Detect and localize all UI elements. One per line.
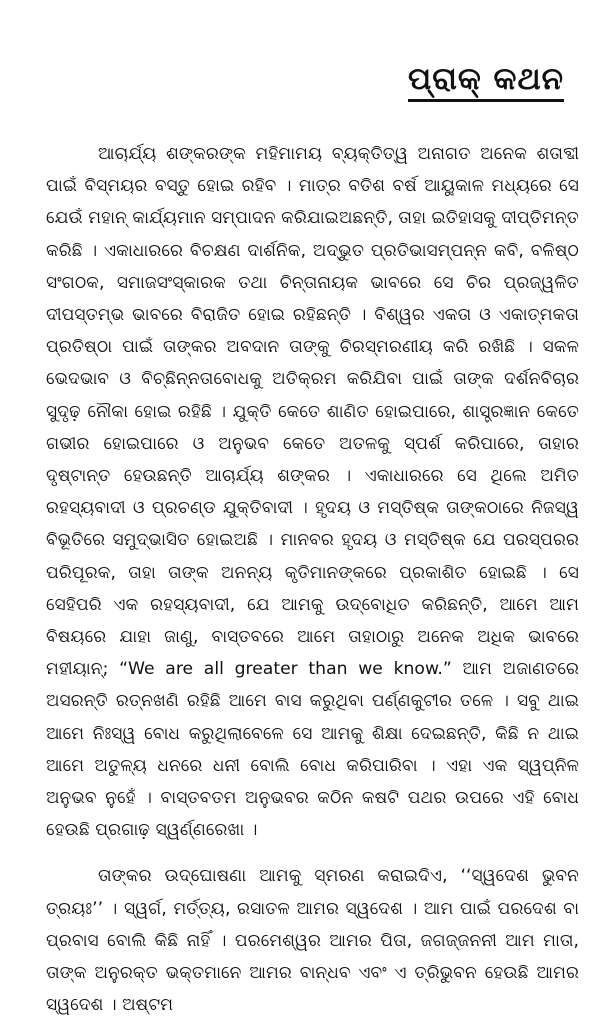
paragraph <box>46 860 579 1021</box>
body-text <box>46 138 579 1021</box>
paragraph-text: ଆଚାର୍ଯ୍ୟ ଶଙ୍କରଙ୍କ ମହିମାମୟ ବ୍ୟକ୍ତିତ୍ୱ ଅନାଗତ ଅନେକ ଶତାବ୍ଦୀ ପାଇଁ ବିସ୍ମୟର ବସ୍ତୁ ହୋଇ ରହିବ । ମାତ୍ର ବତିଶ ବର୍ଷ ଆୟୁକାଳ ମଧ୍ୟରେ ସେ ଯେଉଁ ମହାନ୍ କାର୍ଯ୍ୟମାନ ସମ୍ପାଦନ କରିଯାଇଅଛନ୍ତି, ତାହା ଇତିହାସକୁ ଦୀପ୍ତିମନ୍ତ କରିଛି । ଏକାଧାରରେ ବିଚକ୍ଷଣ ଦାର୍ଶନିକ, ଅଦ୍ଭୁତ ପ୍ରତିଭାସମ୍ପନ୍ନ କବି, ବଳିଷ୍ଠ ସଂଗଠକ, ସମାଜସଂସ୍କାରକ ତଥା ଚିନ୍ତାନାୟକ ଭାବରେ ସେ ଚିର ପ୍ରଜ୍ୱଳିତ ଦୀପସ୍ତମ୍ଭ ଭାବରେ ବିରାଜିତ ହୋଇ ରହିଛନ୍ତି । ବିଶ୍ୱର ଏକତା ଓ ଏକାତ୍ମକତା ପ୍ରତିଷ୍ଠା ପାଇଁ ତାଙ୍କର ଅବଦାନ ତାଙ୍କୁ ଚିରସ୍ମରଣୀୟ କରି ରଖିଛି । ସକଳ ଭେଦଭାବ ଓ ବିଚ୍ଛିନ୍ନତାବୋଧକୁ ଅତିକ୍ରମ କରିଯିବା ପାଇଁ ତାଙ୍କ ଦର୍ଶନବିଚାର ସୁଦୃଢ଼ ନୌକା ହୋଇ ରହିଛି । ଯୁକ୍ତି କେତେ ଶାଣିତ ହୋଇପାରେ, ଶାସ୍ତ୍ରଜ୍ଞାନ କେତେ ଗଭୀର ହୋଇପାରେ ଓ ଅନୁଭବ କେତେ ଅତଳକୁ ସ୍ପର୍ଶ କରିପାରେ, ତାହାର ଦୃଷ୍ଟାନ୍ତ ହେଉଛନ୍ତି ଆଚାର୍ଯ୍ୟ ଶଙ୍କର । ଏକାଧାରରେ ସେ ଥିଲେ ଅମିତ ରହସ୍ୟବାଦୀ ଓ ପ୍ରଚଣ୍ଡ ଯୁକ୍ତିବାଦୀ । ହୃଦୟ ଓ ମସ୍ତିଷ୍କ ତାଙ୍କଠାରେ ନିଜସ୍ୱ ବିଭୂତିରେ ସମୁଦ୍ଭାସିତ ହୋଇଅଛି । ମାନବର ହୃଦୟ ଓ ମସ୍ତିଷ୍କ ଯେ ପରସ୍ପରର ପରିପୂରକ, ତାହା ତାଙ୍କ ଅନନ୍ୟ କୃତିମାନଙ୍କରେ ପ୍ରକାଶିତ ହୋଇଛି । ସେ ସେହିପରି ଏକ ରହସ୍ୟବାଦୀ, ଯେ ଆମକୁ ଉଦ୍‌ବୋଧିତ କରିଛନ୍ତି, ଆମେ ଆମ ବିଷୟରେ ଯାହା ଜାଣୁ, ବାସ୍ତବରେ ଆମେ ତାହାଠାରୁ ଅନେକ ଅଧିକ ଭାବରେ ମହୀୟାନ୍; “We are all greater than we know.” ଆମ ଅଜାଣତରେ ଅସରନ୍ତି ରତ୍ନଖଣି ରହିଛି ଆମେ ବାସ କରୁଥିବା ପର୍ଣ୍ଣକୁଟୀର ତଳେ । ସବୁ ଥାଇ ଆମେ ନିଃସ୍ୱ ବୋଧ କରୁଥିଲାବେଳେ ସେ ଆମକୁ ଶିକ୍ଷା ଦେଇଛନ୍ତି, କିଛି ନ ଥାଇ ଆମେ ଅତୁଳ୍ୟ ଧନରେ ଧନୀ ବୋଲି ବୋଧ କରିପାରିବା । ଏହା ଏକ ସ୍ୱପ୍ନିଳ ଅନୁଭବ ନୁହେଁ । ବାସ୍ତବତମ ଅନୁଭବର କଠିନ କଷଟି ପଥର ଉପରେ ଏହି ବୋଧ ହେଉଛି ପ୍ରଗାଢ଼ ସ୍ୱର୍ଣ୍ଣରେଖା । <box>46 144 580 841</box>
page-heading: ପ୍ରାକ୍ କଥନ <box>408 62 564 102</box>
paragraph-text: ତାଙ୍କର ଉଦ୍‌ଘୋଷଣା ଆମକୁ ସ୍ମରଣ କରାଇଦିଏ, ‘‘ସ୍ୱଦେଶ ଭୁବନ ତ୍ରୟଃ’’ । ସ୍ୱର୍ଗ, ମର୍ତ୍ତ୍ୟ, ରସାତଳ ଆମର ସ୍ୱଦେଶ । ଆମ ପାଇଁ ପରଦେଶ ବା ପ୍ରବାସ ବୋଲି କିଛି ନାହିଁ । ପରମେଶ୍ୱର ଆମର ପିତା, ଜଗଜ୍ଜନନୀ ଆମ ମାତା, ତାଙ୍କ ଅନୁରକ୍ତ ଭକ୍ତମାନେ ଆମର ବାନ୍ଧବ ଏବଂ ଏ ତ୍ରିଭୁବନ ହେଉଛି ଆମର ସ୍ୱଦେଶ । ଅଷ୍ଟମ <box>46 866 579 1016</box>
paragraph <box>46 138 579 846</box>
